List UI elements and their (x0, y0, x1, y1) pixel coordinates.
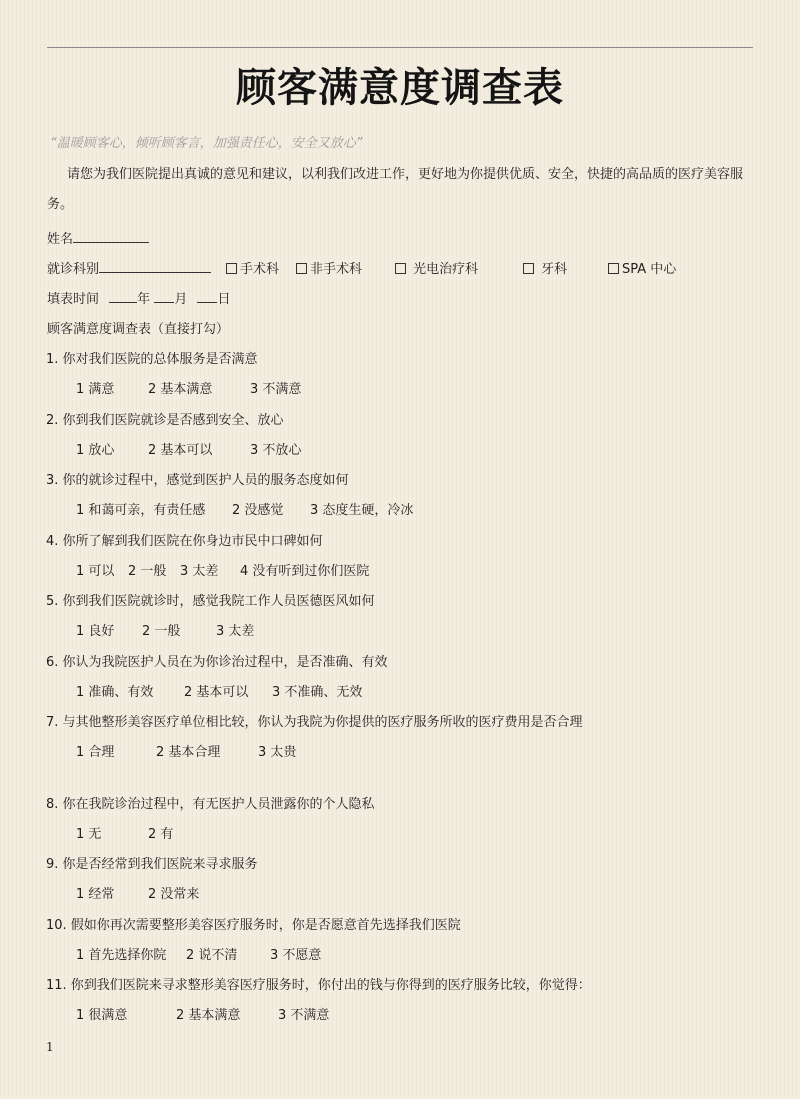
q8-option-1[interactable]: 1 无 (76, 827, 102, 842)
q4-option-3[interactable]: 3 太差 (180, 564, 219, 579)
name-field[interactable] (73, 230, 149, 243)
q5-option-1[interactable]: 1 良好 (76, 624, 115, 639)
dept-field[interactable] (99, 260, 211, 273)
q10-option-2[interactable]: 2 说不清 (186, 948, 238, 963)
day-field[interactable] (197, 290, 217, 303)
dept-option-non-surgery[interactable]: 非手术科 (296, 258, 362, 277)
checkbox[interactable] (226, 263, 237, 274)
q1-option-1[interactable]: 1 满意 (76, 382, 115, 397)
date-label: 填表时间 (47, 292, 100, 307)
intro-paragraph: 请您为我们医院提出真诚的意见和建议，以利我们改进工作，更好地为你提供优质、安全，快捷的高品质的医疗美容服务。 (47, 167, 744, 212)
checkbox[interactable] (608, 263, 619, 274)
date-row: 填表时间 年 月 日 (47, 292, 231, 307)
question-11: 11. 你到我们医院来寻求整形美容医疗服务时，你付出的钱与你得到的医疗服务比较，你觉得： (46, 978, 591, 993)
q6-option-1[interactable]: 1 准确、有效 (76, 685, 154, 700)
q11-option-1[interactable]: 1 很满意 (76, 1008, 128, 1023)
q5-option-3[interactable]: 3 太差 (216, 624, 255, 639)
checkbox[interactable] (395, 263, 406, 274)
q3-option-3[interactable]: 3 态度生硬，冷冰 (310, 503, 414, 518)
question-6: 6. 你认为我院医护人员在为你诊治过程中，是否准确、有效 (46, 655, 388, 670)
dept-option-dental[interactable]: 牙科 (523, 258, 567, 277)
year-field[interactable] (109, 290, 137, 303)
q6-option-3[interactable]: 3 不准确、无效 (272, 685, 363, 700)
q6-option-2[interactable]: 2 基本可以 (184, 685, 249, 700)
q1-option-2[interactable]: 2 基本满意 (148, 382, 213, 397)
dept-option-spa[interactable]: SPA 中心 (608, 258, 676, 277)
q7-option-3[interactable]: 3 太贵 (258, 745, 297, 760)
slogan: “温暖顾客心，倾听顾客言，加强责任心，安全又放心” (50, 136, 363, 151)
dept-label: 就诊科别 (47, 262, 100, 277)
q11-option-2[interactable]: 2 基本满意 (176, 1008, 241, 1023)
question-10: 10. 假如你再次需要整形美容医疗服务时，你是否愿意首先选择我们医院 (46, 918, 461, 933)
month-gap[interactable] (154, 290, 174, 303)
q10-option-1[interactable]: 1 首先选择你院 (76, 948, 167, 963)
q5-option-2[interactable]: 2 一般 (142, 624, 181, 639)
section-label: 顾客满意度调查表（直接打勾） (47, 322, 230, 337)
q4-option-1[interactable]: 1 可以 (76, 564, 115, 579)
dept-option-surgery[interactable]: 手术科 (226, 258, 279, 277)
question-7: 7. 与其他整形美容医疗单位相比较，你认为我院为你提供的医疗服务所收的医疗费用是否合理 (46, 715, 583, 730)
question-2: 2. 你到我们医院就诊是否感到安全、放心 (46, 413, 284, 428)
name-row (47, 228, 149, 247)
question-3: 3. 你的就诊过程中，感觉到医护人员的服务态度如何 (46, 473, 349, 488)
page-number: 1 (46, 1040, 54, 1054)
q8-option-2[interactable]: 2 有 (148, 827, 174, 842)
page-title: 顾客满意度调查表 (236, 64, 564, 111)
q7-option-2[interactable]: 2 基本合理 (156, 745, 221, 760)
q11-option-3[interactable]: 3 不满意 (278, 1008, 330, 1023)
q9-option-1[interactable]: 1 经常 (76, 887, 115, 902)
top-rule (47, 47, 753, 48)
question-8: 8. 你在我院诊治过程中，有无医护人员泄露你的个人隐私 (46, 797, 375, 812)
q2-option-1[interactable]: 1 放心 (76, 443, 115, 458)
q4-option-2[interactable]: 2 一般 (128, 564, 167, 579)
checkbox[interactable] (296, 263, 307, 274)
q4-option-4[interactable]: 4 没有听到过你们医院 (240, 564, 370, 579)
q2-option-2[interactable]: 2 基本可以 (148, 443, 213, 458)
name-label: 姓名 (47, 232, 74, 247)
question-1: 1. 你对我们医院的总体服务是否满意 (46, 352, 258, 367)
q3-option-2[interactable]: 2 没感觉 (232, 503, 284, 518)
dept-option-photoelectric[interactable]: 光电治疗科 (395, 258, 478, 277)
q7-option-1[interactable]: 1 合理 (76, 745, 115, 760)
q3-option-1[interactable]: 1 和蔼可亲，有责任感 (76, 503, 206, 518)
checkbox[interactable] (523, 263, 534, 274)
dept-row (47, 258, 211, 277)
question-5: 5. 你到我们医院就诊时，感觉我院工作人员医德医风如何 (46, 594, 375, 609)
q1-option-3[interactable]: 3 不满意 (250, 382, 302, 397)
q2-option-3[interactable]: 3 不放心 (250, 443, 302, 458)
q9-option-2[interactable]: 2 没常来 (148, 887, 200, 902)
q10-option-3[interactable]: 3 不愿意 (270, 948, 322, 963)
question-9: 9. 你是否经常到我们医院来寻求服务 (46, 857, 258, 872)
question-4: 4. 你所了解到我们医院在你身边市民中口碑如何 (46, 534, 323, 549)
